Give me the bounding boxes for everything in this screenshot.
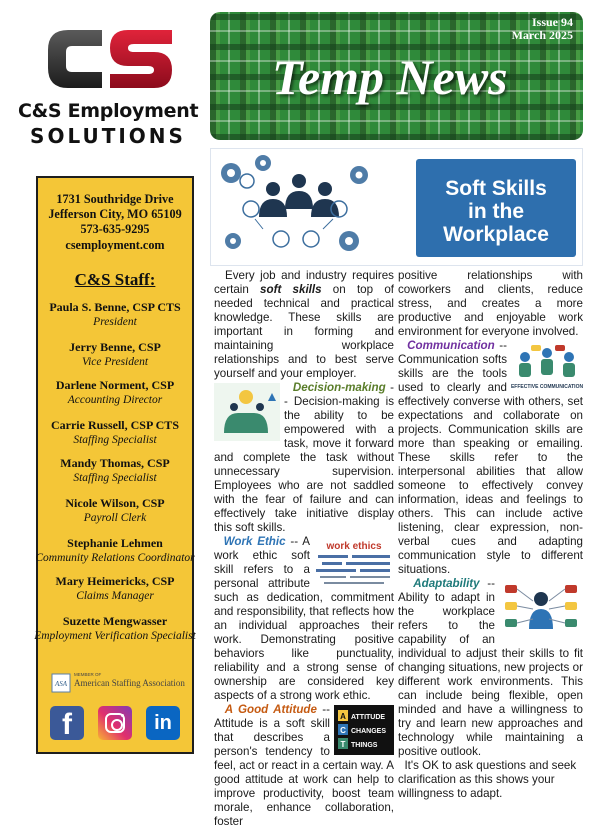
section-body: positive relationships with coworkers and clients, reduce stress, and creates a more productive and enjoyable work environment for everyone involved.: [398, 269, 583, 338]
work-ethics-label: work ethics: [326, 541, 382, 552]
company-address: [38, 192, 192, 253]
staff-role: Claims Manager: [76, 589, 154, 602]
section-body: -- A work ethic soft skill refers to a personal attribute such as dedication, commitment and responsibility, that reflects how an individual approaches their work. Demonstrating positive behaviors like punctuality, reliability and a strong sense of ownership are considered key aspects of a strong work ethic.: [214, 535, 394, 702]
asa-name: American Staffing Association: [74, 678, 185, 688]
effective-communication-image: [511, 341, 583, 393]
soft-skills-emphasis: soft skills: [260, 283, 322, 296]
staff-entry: [30, 496, 200, 525]
adaptability-image: [499, 579, 583, 637]
staff-name: Suzette Mengwasser: [62, 614, 168, 628]
soft-title-line3: Workplace: [443, 223, 549, 246]
company-logo: [18, 20, 198, 150]
svg-text:C: C: [340, 726, 346, 735]
staff-entry: [30, 456, 200, 485]
section-heading: Adaptability: [413, 577, 480, 590]
staff-role: Staffing Specialist: [73, 433, 157, 446]
asa-membership: [52, 672, 185, 696]
address-street: 1731 Southridge Drive: [56, 192, 174, 206]
contact-sidebar: [36, 176, 194, 754]
staff-entry: [30, 300, 200, 329]
section-body: -- Attitude is a soft skill that describes a person's tendency to feel, act or react in a certain way. A good attitude at work can help to improve productivity, boost team morale, enhance collaboration, foster: [214, 703, 394, 828]
staff-role: Payroll Clerk: [83, 511, 147, 524]
staff-role: Staffing Specialist: [73, 471, 157, 484]
svg-text:ATTITUDE: ATTITUDE: [351, 714, 386, 721]
staff-name: Mandy Thomas, CSP: [60, 456, 170, 470]
cs-logo-icon: [40, 20, 180, 98]
article-intro: Every job and industry requires certain soft skills on top of needed technical and practical knowledge. These skills are important in forming and maintaining workplace relationships and to best serve yourself and your employer.: [214, 269, 394, 380]
section-body: -- Ability to adapt in the workplace refers to the capability of an individual to adjust their skills to fit changing situations, new projects or different work environments. This can include being flexible, open minded and have a willingness to try and learn new approaches and technology while maintaining a positive outlook.: [398, 577, 583, 758]
staff-entry: [30, 418, 200, 447]
logo-solutions: SOLUTIONS: [30, 124, 186, 148]
svg-text:A: A: [340, 712, 346, 721]
issue-date: March 2025: [511, 28, 573, 42]
svg-text:T: T: [340, 740, 346, 749]
asa-member-of: MEMBER OF: [74, 672, 102, 677]
article-column-right: [398, 269, 583, 801]
staff-role: Community Relations Coordinator: [35, 551, 195, 564]
staff-name: Nicole Wilson, CSP: [65, 496, 165, 510]
article-column-left: [214, 269, 394, 829]
section-heading: A Good Attitude: [224, 703, 317, 716]
work-ethics-word-cloud: [314, 537, 394, 589]
staff-name: Stephanie Lehmen: [67, 536, 163, 550]
logo-company-name: C&S Employment: [18, 100, 199, 122]
soft-skills-title: [421, 177, 571, 246]
section-heading: Work Ethic: [223, 535, 286, 548]
section-good-attitude: [214, 703, 394, 829]
svg-text:CHANGES: CHANGES: [351, 728, 387, 735]
newsletter-title: Temp News: [272, 49, 508, 105]
staff-name: Darlene Norment, CSP: [55, 378, 175, 392]
soft-skills-header-image: [210, 148, 583, 266]
section-decision-making: [214, 381, 394, 535]
section-heading: Communication: [407, 339, 495, 352]
staff-entry: [30, 536, 200, 565]
newsletter-banner: [210, 12, 583, 140]
section-body: -- Decision-making is the ability to be empowered with a task, move it forward and complete the task without unnecessary supervision. Employees who are not saddled with the fear of failure and can effectively take initiative display this soft skills.: [214, 381, 394, 534]
article-closing: It's OK to ask questions and seek clarification as this shows your willingness to adapt.: [398, 759, 577, 800]
soft-title-line1: Soft Skills: [445, 177, 547, 200]
section-work-ethic: [214, 535, 394, 703]
instagram-icon[interactable]: [98, 706, 132, 740]
section-body: -- Communication softs skills are the tools used to clearly and effectively converse with others, set expectations and collaborate on projects. Communication skills are more than speaking or emailing. These skills refer to the interpersonal abilities that allow someone to effectively convey information, ideas and feelings to others. This can include active listening, clear expression, non-verbal cues and adapting communication style to different situations.: [398, 339, 583, 576]
staff-entry: [30, 614, 200, 643]
staff-name: Paula S. Benne, CSP CTS: [49, 300, 181, 314]
staff-entry: [30, 340, 200, 369]
facebook-icon[interactable]: f: [50, 706, 84, 740]
linkedin-icon[interactable]: in: [146, 706, 180, 740]
phone-number: 573-635-9295: [80, 222, 150, 237]
section-heading: Decision-making: [292, 381, 386, 394]
address-city: Jefferson City, MO 65109: [48, 207, 182, 222]
section-attitude-continued: [398, 269, 583, 339]
section-communication: [398, 339, 583, 577]
staff-name: Jerry Benne, CSP: [69, 340, 161, 354]
staff-entry: [30, 378, 200, 407]
section-adaptability: [398, 577, 583, 759]
staff-heading: C&S Staff:: [74, 270, 156, 289]
svg-text:THINGS: THINGS: [351, 742, 378, 749]
decision-making-image: [214, 383, 280, 441]
staff-name: Mary Heimericks, CSP: [55, 574, 175, 588]
issue-number: Issue 94: [531, 15, 573, 29]
staff-role: Employment Verification Specialist: [34, 629, 196, 642]
staff-entry: [30, 574, 200, 603]
issue-info: [512, 16, 573, 42]
attitude-changes-things-image: [334, 705, 394, 755]
staff-name: Carrie Russell, CSP CTS: [50, 418, 179, 432]
effective-communication-label: EFFECTIVE COMMUNICATION: [510, 384, 584, 390]
staff-role: Accounting Director: [67, 393, 163, 406]
staff-role: Vice President: [81, 355, 149, 368]
staff-role: President: [93, 315, 137, 328]
soft-title-line2: in the: [468, 200, 524, 223]
asa-logo-icon: [52, 674, 70, 692]
website-link[interactable]: csemployment.com: [65, 237, 165, 252]
asa-logo-text: ASA: [54, 680, 68, 688]
